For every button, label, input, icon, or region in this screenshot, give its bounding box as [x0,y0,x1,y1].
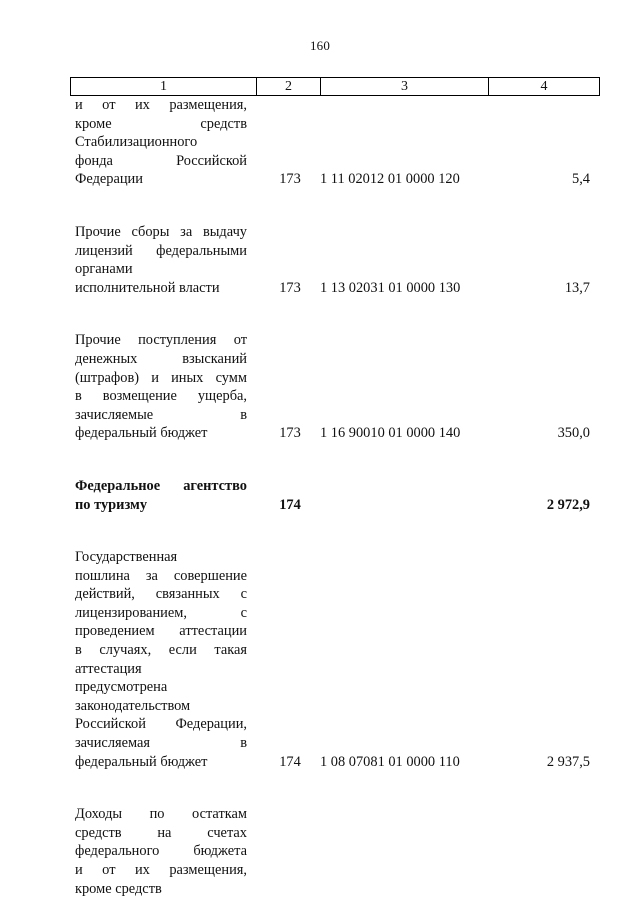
page-number: 160 [309,38,331,53]
row-name-line: Стабилизационного [75,134,198,151]
row-name-line: исполнительной власти [75,279,220,296]
row-name-line: Федерации [75,171,143,188]
row-name-line: денежных взысканий [75,350,247,367]
table-row [75,805,595,898]
row-amount: 2 937,5 [546,753,590,770]
row-name-line: средств на счетах [75,824,247,841]
row-name-line: зачисляемая в [75,735,247,752]
row-name-line: федеральный бюджет [75,425,208,442]
row-name-line: проведением аттестации [75,623,247,640]
row-name-line: (штрафов) и иных сумм [75,369,247,386]
row-name-line: Прочие поступления от [75,332,247,349]
table-row [75,331,595,443]
table-header-row [70,77,600,96]
row-name-line: лицензированием, с [75,604,247,621]
row-name-line: Государственная [75,549,178,566]
row-name [75,548,247,771]
table-row [75,96,595,189]
row-name [75,477,247,514]
table-body [75,96,595,898]
row-admin-code: 173 [279,171,301,188]
row-name-line: зачисляемые в [75,406,247,423]
row-admin-code: 173 [279,279,301,296]
header-cell-col-2: 2 [256,78,320,95]
row-name-line: кроме средств [75,115,247,132]
row-name [75,96,247,189]
row-name-line: Федеральное агентство [75,477,247,494]
row-admin-code: 173 [279,425,301,442]
header-cell-col-4: 4 [488,78,599,95]
row-name-line: законодательством [75,697,191,714]
row-name-line: Прочие сборы за выдачу [75,223,247,240]
row-admin-code: 174 [279,496,301,513]
row-name-line: Российской Федерации, [75,716,247,733]
row-amount: 2 972,9 [546,496,590,513]
row-name-line: Доходы по остаткам [75,806,247,823]
row-name-line: фонда Российской [75,152,247,169]
row-name-line: лицензий федеральными [75,242,247,259]
row-name-line: и от их размещения, [75,862,247,878]
row-amount: 350,0 [557,425,590,442]
header-cell-col-1: 1 [160,79,167,94]
table-row [75,223,595,297]
row-name [75,805,247,898]
row-name-line: федеральный бюджет [75,753,208,770]
row-amount: 13,7 [564,279,590,296]
row-admin-code: 174 [279,753,301,770]
row-name-line: в случаях, если такая [75,642,247,659]
row-name-line: органами [75,261,133,278]
row-name-line: и от их размещения, [75,97,247,113]
row-amount: 5,4 [572,171,590,188]
row-budget-code: 1 11 02012 01 0000 120 [320,171,460,188]
row-name-line: по туризму [75,496,148,513]
header-cell-col-3: 3 [320,78,488,95]
table-row [75,548,595,771]
row-budget-code: 1 16 90010 01 0000 140 [320,425,461,442]
row-name-line: предусмотрена [75,679,168,696]
table-row [75,477,595,514]
row-name-line: аттестация [75,660,142,677]
row-budget-code: 1 13 02031 01 0000 130 [320,279,461,296]
row-name [75,223,247,297]
row-name-line: в возмещение ущерба, [75,388,247,405]
row-name [75,331,247,443]
row-name-line: федерального бюджета [75,843,247,860]
row-name-line: пошлина за совершение [75,567,247,584]
row-name-line: кроме средств [75,880,162,897]
row-name-line: действий, связанных с [75,586,247,603]
row-budget-code: 1 08 07081 01 0000 110 [320,753,460,770]
